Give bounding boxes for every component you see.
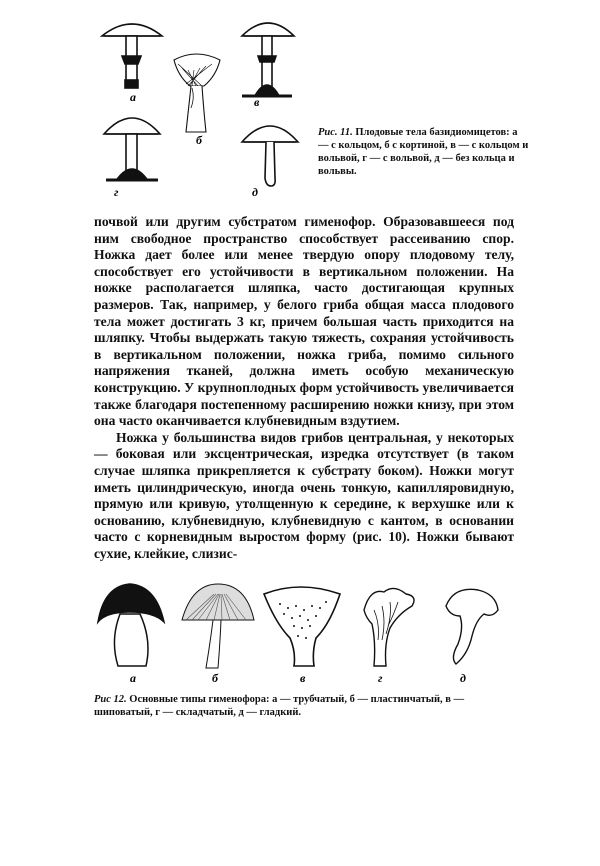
fig12-letter-g: г: [378, 671, 383, 685]
fig11-letter-g: г: [114, 185, 119, 199]
figure-11-caption: [318, 126, 530, 178]
hymenophore-v-spiny: [264, 587, 340, 666]
paragraph-1: почвой или другим субстратом гименофор. Образовавшееся под ним свободное пространство способствует рассеиванию спор. Ножка дает более или менее твердую опору плодовому телу, способствует его устойчивости в вертикальном положении. На ножке располагается шляпка, часто достигающая крупных размеров. Так, например, у белого гриба общая масса плодового тела может достигать 3 кг, причем большая часть приходится на шляпку. Чтобы выдержать такую тяжесть, сохраняя устойчивость в вертикальном положении, ножка гриба, помимо сильного напряжения тканей, должна иметь особую механическую конструкцию. У крупноплодных форм устойчивость увеличивается также благодаря постепенному расширению ножки книзу, при этом она часто оканчивается клубневидным вздутием.: [94, 214, 514, 429]
figure-11: [92, 14, 312, 204]
figure-12-caption-text: Основные типы гименофора: а — трубчатый, б — пластинчатый, в — шиповатый, г — складчатый, д — гладкий.: [94, 694, 465, 718]
mushroom-b-with-cortina: [174, 54, 220, 132]
fig11-letter-a: а: [130, 90, 136, 104]
fig11-letter-b: б: [196, 133, 202, 147]
hymenophore-d-smooth: [446, 589, 498, 664]
mushroom-v-ring-and-volva: [242, 23, 294, 96]
fig11-letter-d: д: [252, 185, 258, 199]
body-text: [94, 214, 514, 562]
figure-11-caption-label: Рис. 11.: [318, 127, 353, 138]
fig12-letter-a: а: [130, 671, 136, 685]
hymenophore-g-folded: [364, 588, 414, 666]
paragraph-2: Ножка у большинства видов грибов центральная, у некоторых — боковая или эксцентрическая, изредка отсутствует (в таком случае шляпка прикрепляется к субстрату боком). Ножки могут иметь цилиндрическую, иногда очень тонкую, капилляровидную, прямую или кривую, утолщенную к середине, к верхушке или к основанию, клубневидную, клубневидную с кантом, в основании часто с корневидным выростом форму (рис. 10). Ножки бывают сухие, клейкие, слизис-: [94, 429, 514, 561]
mushroom-a-with-ring: [102, 24, 162, 88]
fig12-letter-b: б: [212, 671, 218, 685]
figure-12-caption: [94, 693, 514, 719]
mushroom-d-without-ring-volva: [242, 126, 298, 186]
fig11-letter-v: в: [254, 95, 260, 109]
figure-12: [94, 580, 514, 690]
figure-12-drawing: [94, 580, 514, 690]
hymenophore-a-tubular: [98, 584, 164, 666]
mushroom-g-with-volva: [104, 118, 160, 180]
figure-11-caption-text: Плодовые тела базидиомицетов: а — с кольцом, б с кортиной, в — с кольцом и вольвой, г — с вольвой, д — без кольца и вольвы.: [318, 127, 529, 177]
fig12-letter-v: в: [300, 671, 306, 685]
figure-12-caption-label: Рис 12.: [94, 694, 127, 705]
fig12-letter-d: д: [460, 671, 466, 685]
figure-11-drawing: [92, 14, 312, 204]
hymenophore-b-lamellar: [182, 584, 254, 668]
